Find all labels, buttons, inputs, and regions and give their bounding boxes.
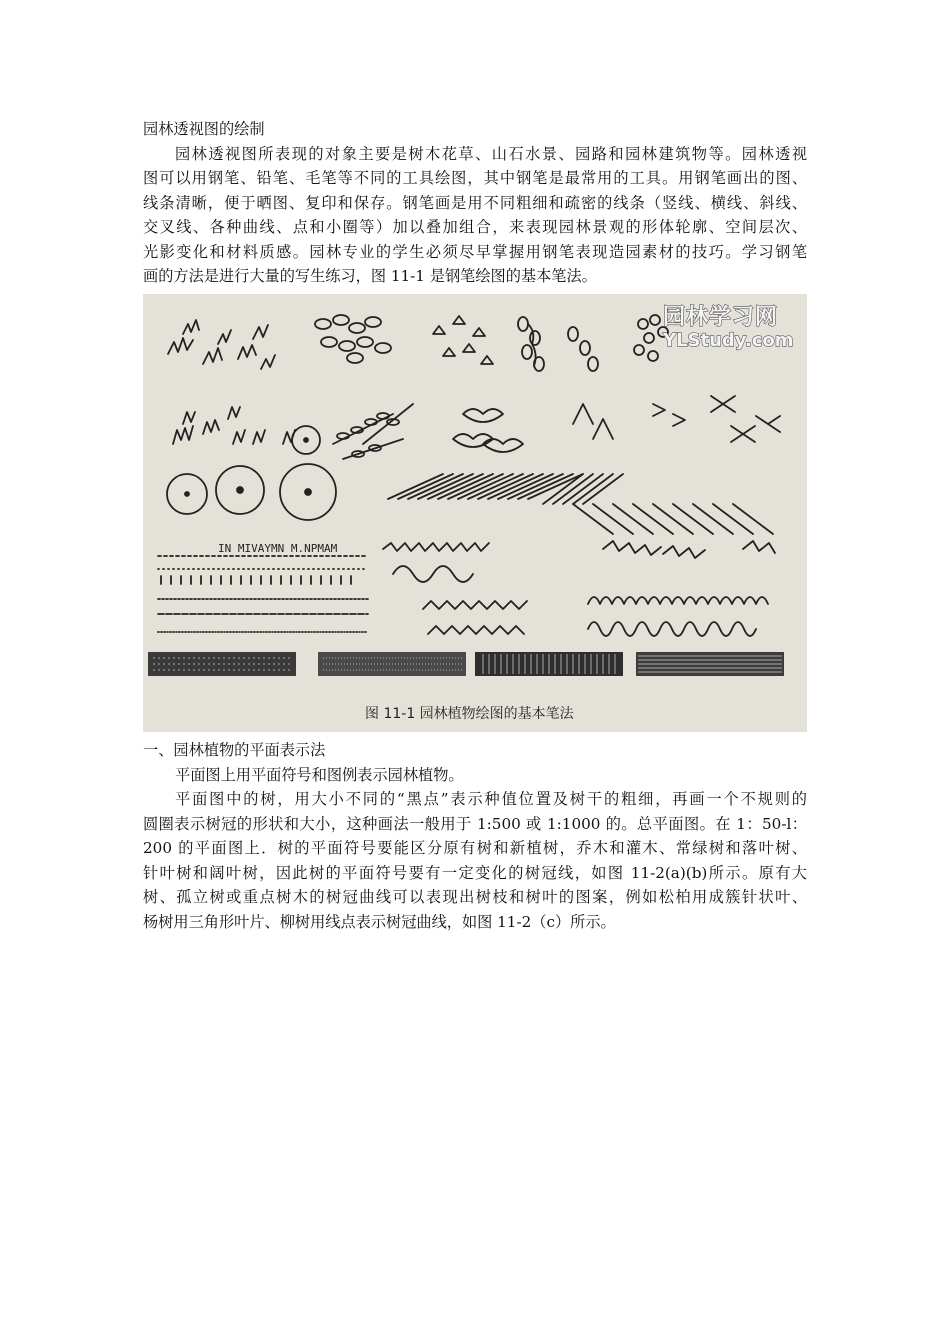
paragraph-line: 树、孤立树或重点树木的树冠曲线可以表现出树枝和树叶的图案，例如松柏用成簇针状叶、	[143, 888, 807, 906]
sample-lettering: IN MIVAYMN M.NPMAM	[218, 542, 338, 555]
intro-line: 园林透视图所表现的对象主要是树木花草、山石水景、园路和园林建筑物等。园林透视	[175, 145, 807, 163]
grass-tufts	[168, 320, 275, 369]
intro-line: 线条清晰，便于晒图、复印和保存。钢笔画是用不同粗细和疏密的线条（竖线、横线、斜线、	[143, 194, 807, 212]
tree-plan-circles	[167, 426, 336, 520]
figure-caption: 图 11-1 园林植物绘图的基本笔法	[365, 706, 574, 722]
grass-row	[173, 407, 295, 444]
paragraph: 平面图上用平面符号和图例表示园林植物。	[175, 766, 464, 784]
section-title: 园林透视图的绘制	[143, 120, 265, 138]
leafy-sprigs	[333, 396, 780, 459]
intro-line: 画的方法是进行大量的写生练习，图 11-1 是钢笔绘图的基本笔法。	[143, 267, 597, 285]
paragraph-line: 针叶树和阔叶树，因此树的平面符号要有一定变化的树冠线，如图 11-2(a)(b)所示。原有大	[143, 864, 807, 882]
watermark-url: YLStudy.com	[663, 330, 794, 351]
stroke-rows	[158, 541, 775, 636]
heading-plant-plan: 一、园林植物的平面表示法	[143, 741, 326, 759]
paragraph-line: 平面图中的树，用大小不同的“黑点”表示种值位置及树干的粗细，再画一个不规则的	[175, 790, 807, 808]
paragraph-line: 200 的平面图上．树的平面符号要能区分原有树和新植树，乔木和灌木、常绿树和落叶树、	[143, 839, 807, 857]
figure-drawing	[143, 294, 807, 732]
leaf-clusters	[315, 315, 668, 371]
hatch-bands	[388, 474, 773, 534]
paragraph-line: 圆圈表示树冠的形状和大小，这种画法一般用于 1:500 或 1:1000 的。总平面图。在 1：50-l：	[143, 815, 807, 833]
figure-pen-strokes	[143, 294, 807, 732]
intro-line: 光影变化和材料质感。园林专业的学生必须尽早掌握用钢笔表现造园素材的技巧。学习钢笔	[143, 243, 807, 261]
intro-line: 图可以用钢笔、铅笔、毛笔等不同的工具绘图，其中钢笔是最常用的工具。用钢笔画出的图、	[143, 169, 807, 187]
paragraph-line: 杨树用三角形叶片、柳树用线点表示树冠曲线，如图 11-2（c）所示。	[143, 913, 616, 931]
intro-line: 交叉线、各种曲线、点和小圈等）加以叠加组合，来表现园林景观的形体轮廓、空间层次、	[143, 218, 807, 236]
watermark-cn: 园林学习网	[663, 305, 779, 330]
